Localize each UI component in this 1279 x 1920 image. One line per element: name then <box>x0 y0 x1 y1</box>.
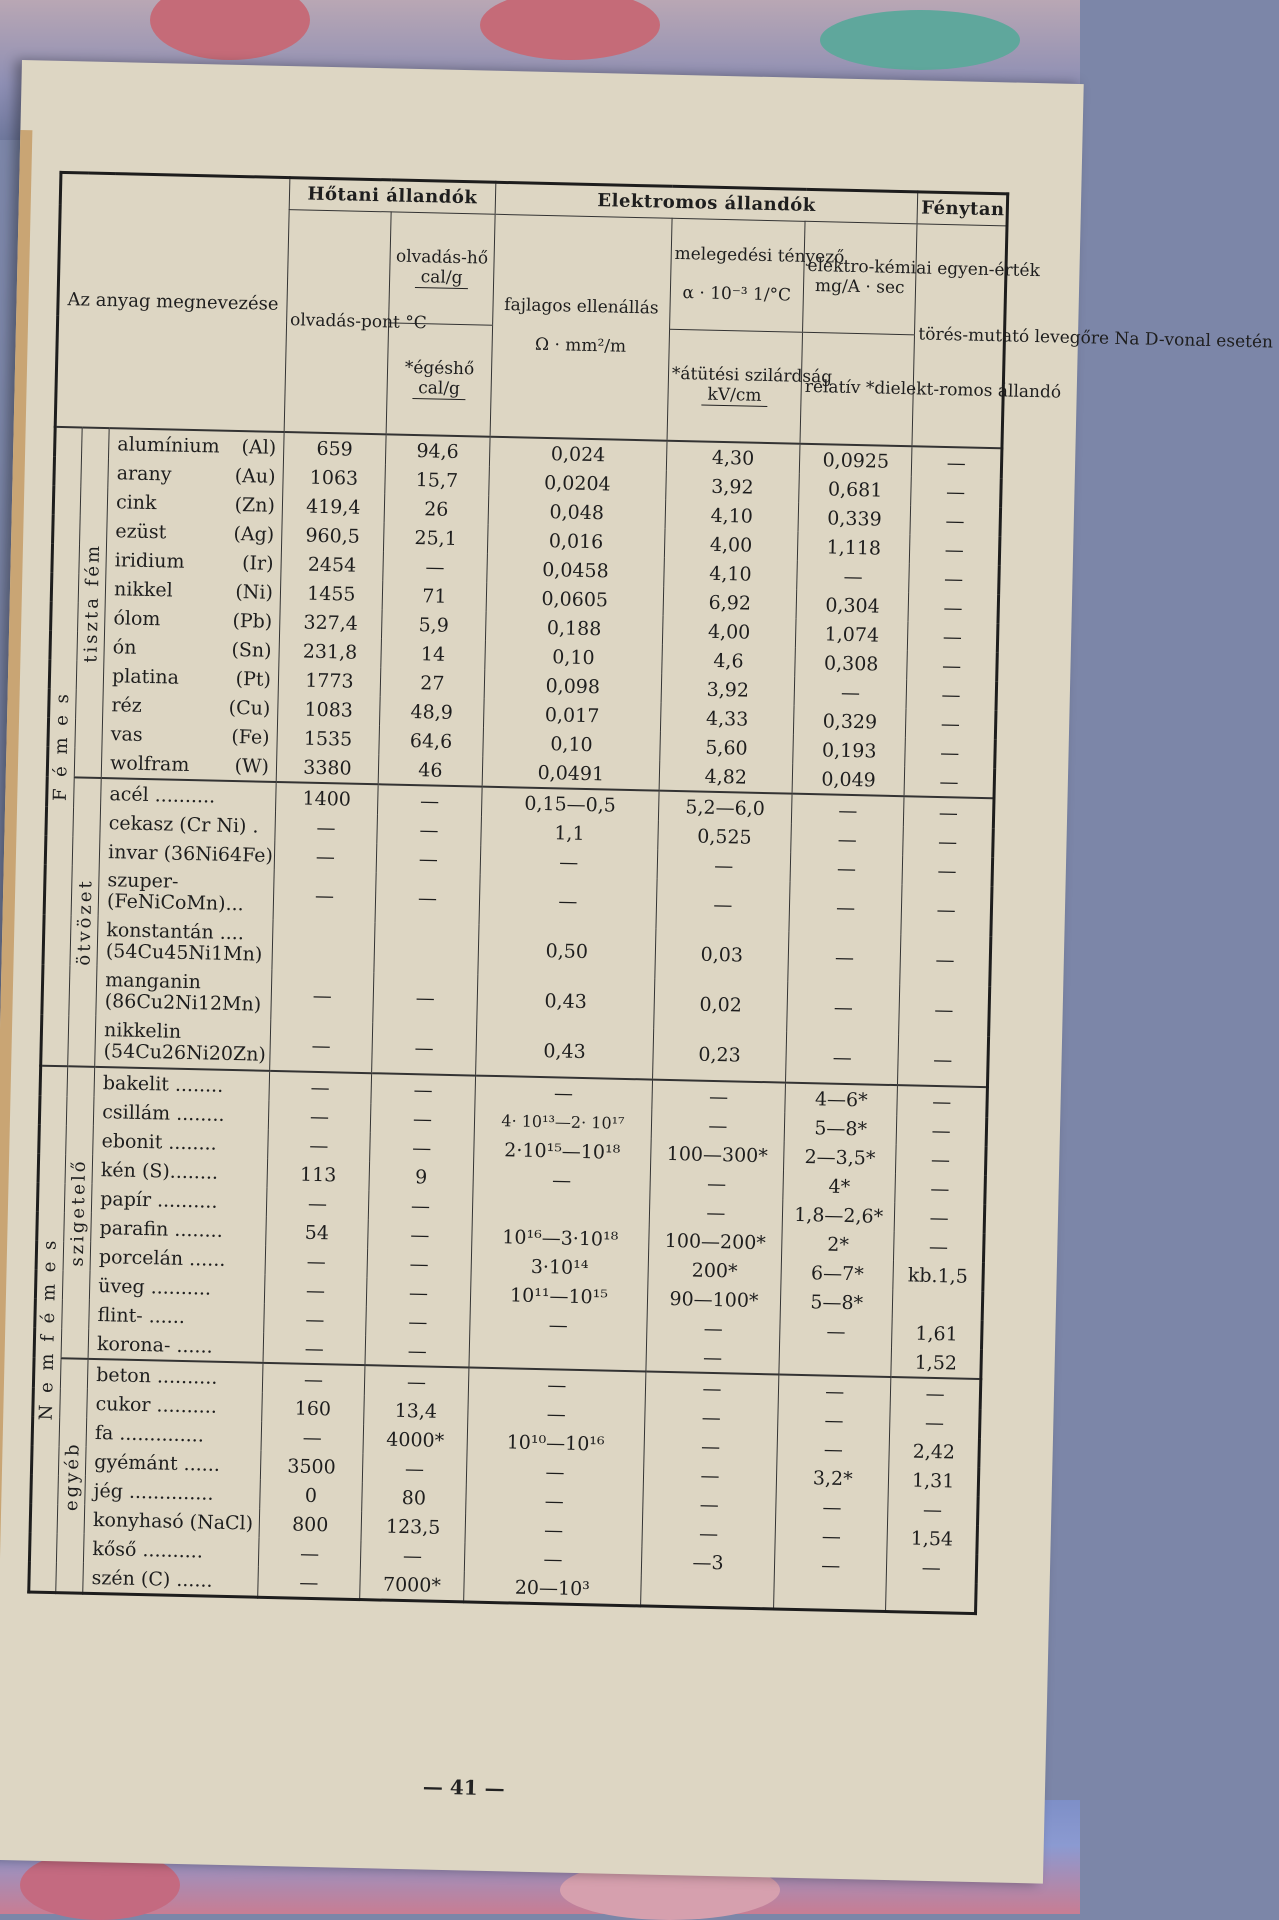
heat-cell: 48,9 <box>379 696 484 727</box>
temp-coeff-cell: 4,00 <box>662 616 796 648</box>
electrochem-cell: 0,681 <box>799 474 912 506</box>
refraction-cell: — <box>906 679 996 710</box>
heat-cell: 5,9 <box>381 609 486 640</box>
melting-point-cell: 231,8 <box>279 636 382 667</box>
electrochem-cell: — <box>787 982 900 1035</box>
header-refraction: törés-mutató levegőre Na D-vonal esetén <box>912 224 1007 448</box>
electrochem-cell: 5—8* <box>780 1287 893 1319</box>
material-name: gyémánt ...... <box>85 1447 260 1480</box>
melting-point-cell: 1083 <box>277 694 380 725</box>
melting-point-cell: 3500 <box>260 1451 363 1482</box>
electrochem-cell: — <box>794 677 907 709</box>
header-thermal-group: Hőtani állandók <box>289 178 496 215</box>
resistivity-cell: 0,10 <box>485 641 663 674</box>
material-name: korona- ...... <box>88 1329 263 1363</box>
electrochem-cell: 0,329 <box>793 706 906 738</box>
electrochem-cell: 1,074 <box>795 619 908 651</box>
material-name: acél .......... <box>101 778 276 812</box>
refraction-cell: kb.1,5 <box>893 1260 983 1291</box>
heat-cell: 15,7 <box>385 464 490 495</box>
material-name: arany (Au) <box>108 458 283 491</box>
resistivity-cell: — <box>473 1164 651 1197</box>
header-material: Az anyag megnevezése <box>55 172 290 432</box>
physical-constants-table <box>27 171 1274 1615</box>
temp-coeff-cell: — <box>649 1197 783 1229</box>
temp-coeff-cell: 4,00 <box>664 529 798 561</box>
heat-cell: — <box>377 814 482 845</box>
electrochem-cell: 2* <box>782 1229 895 1261</box>
refraction-cell: — <box>912 446 1002 478</box>
header-temp-coeff: melegedési tényező α · 10⁻³ 1/°C <box>669 218 805 332</box>
resistivity-cell: 0,0605 <box>486 583 664 616</box>
temp-coeff-cell: 5,2—6,0 <box>658 791 792 824</box>
melting-point-cell: 1535 <box>277 723 380 754</box>
material-name: nikkelin (54Cu26Ni20Zn) <box>95 1016 271 1071</box>
refraction-cell: — <box>902 855 992 886</box>
electrochem-cell: — <box>791 794 904 827</box>
temp-coeff-cell: — <box>645 1371 779 1404</box>
temp-coeff-cell: 3,92 <box>666 471 800 503</box>
electrochem-cell: 1,118 <box>797 532 910 564</box>
heat-cell: — <box>364 1365 469 1397</box>
material-name: csillám ........ <box>93 1097 268 1130</box>
melting-point-cell: — <box>262 1363 365 1395</box>
temp-coeff-cell: — <box>646 1313 780 1345</box>
heat-cell: 26 <box>384 493 489 524</box>
melting-point-cell: — <box>266 1188 369 1219</box>
material-name: alumínium (Al) <box>109 428 284 462</box>
header-electrochem: elektro-kémiai egyen-érték mg/A · sec <box>803 221 918 335</box>
electrochem-cell: — <box>791 824 904 856</box>
temp-coeff-cell: — <box>650 1168 784 1200</box>
refraction-cell: 1,54 <box>887 1523 977 1554</box>
refraction-cell: 2,42 <box>889 1436 979 1467</box>
material-name: papír .......... <box>91 1184 266 1217</box>
resistivity-cell: 0,098 <box>484 670 662 703</box>
temp-coeff-cell: — <box>652 1080 786 1113</box>
resistivity-cell: — <box>465 1513 643 1546</box>
heat-cell: 9 <box>369 1161 474 1192</box>
electrochem-cell: 4—6* <box>785 1083 898 1116</box>
refraction-cell: — <box>908 621 998 652</box>
temp-coeff-cell: —3 <box>641 1546 775 1578</box>
temp-coeff-cell: — <box>643 1459 777 1491</box>
resistivity-cell: 10¹¹—10¹⁵ <box>470 1279 648 1312</box>
electrochem-cell: 0,308 <box>795 648 908 680</box>
resistivity-cell: 1,1 <box>481 817 659 850</box>
book-page <box>0 60 1274 1884</box>
refraction-cell: 1,61 <box>892 1318 982 1349</box>
heat-cell <box>374 922 479 974</box>
material-name: wolfram (W) <box>101 748 276 782</box>
melting-point-cell: 1773 <box>278 665 381 696</box>
electrochem-cell: — <box>788 932 901 985</box>
temp-coeff-cell: 200* <box>648 1255 782 1287</box>
material-name: réz (Cu) <box>103 690 278 723</box>
group-label-insulator: szigetelő <box>61 1066 95 1359</box>
heat-cell: — <box>371 1022 476 1075</box>
refraction-cell: — <box>910 505 1000 536</box>
melting-point-cell: 1455 <box>280 578 383 609</box>
material-name: cukor .......... <box>87 1389 262 1422</box>
refraction-cell: — <box>898 1034 989 1087</box>
refraction-cell: — <box>899 984 990 1036</box>
melting-point-cell: — <box>268 1130 371 1161</box>
heat-cell: — <box>373 972 478 1024</box>
temp-coeff-cell: 3,92 <box>661 674 795 706</box>
refraction-cell: — <box>908 592 998 623</box>
refraction-cell <box>886 1581 976 1614</box>
refraction-cell <box>893 1289 983 1320</box>
resistivity-cell <box>472 1193 650 1226</box>
group-label-metals: F é m e s <box>41 427 83 1066</box>
resistivity-cell <box>469 1337 647 1371</box>
electrochem-cell: — <box>780 1316 893 1348</box>
resistivity-cell: 0,024 <box>489 437 667 471</box>
temp-coeff-cell: 100—300* <box>650 1139 784 1171</box>
temp-coeff-cell: — <box>642 1488 776 1520</box>
heat-cell: 46 <box>378 754 483 786</box>
resistivity-cell: 4· 10¹³—2· 10¹⁷ <box>474 1106 652 1139</box>
melting-point-cell: 3380 <box>276 752 379 784</box>
resistivity-cell: — <box>466 1455 644 1488</box>
material-name: jég .............. <box>85 1476 260 1509</box>
material-name: cink (Zn) <box>107 487 282 520</box>
resistivity-cell: 0,50 <box>478 925 656 979</box>
refraction-cell: — <box>909 563 999 594</box>
electrochem-cell <box>774 1578 887 1611</box>
melting-point-cell: 659 <box>283 432 386 464</box>
temp-coeff-cell: 5,60 <box>660 732 794 764</box>
temp-coeff-cell: — <box>646 1341 780 1374</box>
resistivity-cell: 3·10¹⁴ <box>471 1251 649 1284</box>
electrochem-cell: — <box>797 561 910 593</box>
resistivity-cell: 0,15—0,5 <box>481 787 659 821</box>
refraction-cell: — <box>890 1407 980 1438</box>
heat-cell: — <box>368 1190 473 1221</box>
melting-point-cell: — <box>263 1333 366 1365</box>
melting-point-cell: 960,5 <box>281 520 384 551</box>
melting-point-cell: 113 <box>267 1159 370 1190</box>
melting-point-cell: — <box>268 1101 371 1132</box>
electrochem-cell: 0,193 <box>793 735 906 767</box>
header-dielectric: relatív *dielekt-romos állandó <box>800 332 915 446</box>
group-label-other: egyéb <box>56 1358 88 1593</box>
refraction-cell: — <box>891 1377 981 1409</box>
group-label-nonmetals: N e m f é m e s <box>29 1066 68 1593</box>
resistivity-cell: 0,43 <box>477 975 655 1029</box>
header-electric-group: Elektromos állandók <box>495 182 918 224</box>
melting-point-cell: 54 <box>266 1217 369 1248</box>
melting-point-cell: 1063 <box>283 462 386 493</box>
temp-coeff-cell: — <box>644 1430 778 1462</box>
resistivity-cell: — <box>464 1542 642 1575</box>
material-name: cekasz (Cr Ni) . <box>100 808 275 841</box>
temp-coeff-cell: 4,33 <box>660 703 794 735</box>
heat-cell: 4000* <box>363 1424 468 1455</box>
melting-point-cell: 2454 <box>281 549 384 580</box>
cloth-pattern <box>150 0 310 60</box>
material-name: invar (36Ni64Fe) <box>99 837 274 870</box>
material-name: flint- ...... <box>89 1300 264 1333</box>
melting-point-cell: — <box>274 841 377 872</box>
resistivity-cell: 2·10¹⁵—10¹⁸ <box>474 1135 652 1168</box>
melting-point-cell: — <box>271 970 374 1022</box>
electrochem-cell: 0,339 <box>798 503 911 535</box>
refraction-cell: — <box>895 1173 985 1204</box>
refraction-cell: — <box>895 1202 985 1233</box>
refraction-cell: — <box>905 737 995 768</box>
heat-cell: 64,6 <box>379 725 484 756</box>
electrochem-cell: — <box>776 1491 889 1523</box>
heat-cell: 7000* <box>360 1569 465 1602</box>
melting-point-cell <box>272 920 375 972</box>
heat-cell: 13,4 <box>364 1395 469 1426</box>
refraction-cell: — <box>904 796 994 828</box>
heat-cell: — <box>370 1103 475 1134</box>
heat-cell: — <box>377 784 482 816</box>
refraction-cell: — <box>906 708 996 739</box>
melting-point-cell: — <box>269 1071 372 1103</box>
material-name: konyhasó (NaCl) <box>84 1505 259 1538</box>
header-melting-point: olvadás-pont °C <box>284 210 391 435</box>
melting-point-cell: 160 <box>262 1393 365 1424</box>
temp-coeff-cell: — <box>642 1517 776 1549</box>
refraction-cell: — <box>910 534 1000 565</box>
electrochem-cell: 4* <box>783 1171 896 1203</box>
heat-cell: 123,5 <box>361 1511 466 1542</box>
material-name: kőső .......... <box>84 1534 259 1567</box>
heat-cell: — <box>367 1248 472 1279</box>
header-heat-of-fusion: olvadás-hő cal/g <box>389 212 496 325</box>
heat-cell: — <box>369 1132 474 1163</box>
material-name: bakelit ........ <box>94 1067 269 1101</box>
melting-point-cell: 419,4 <box>282 491 385 522</box>
refraction-cell: — <box>888 1494 978 1525</box>
material-name: ón (Sn) <box>104 632 279 665</box>
material-name: üveg .......... <box>89 1271 264 1304</box>
melting-point-cell: — <box>264 1275 367 1306</box>
material-name: ólom (Pb) <box>105 603 280 636</box>
material-name: parafin ........ <box>91 1213 266 1246</box>
heat-cell: 25,1 <box>383 522 488 553</box>
electrochem-cell: — <box>778 1375 891 1408</box>
material-name: nikkel (Ni) <box>105 574 280 607</box>
refraction-cell: — <box>911 476 1001 507</box>
material-name: platina (Pt) <box>103 661 278 694</box>
melting-point-cell: — <box>275 812 378 843</box>
refraction-cell: — <box>904 766 994 798</box>
temp-coeff-cell: 0,02 <box>654 979 788 1032</box>
electrochem-cell: — <box>777 1433 890 1465</box>
cloth-pattern <box>820 10 1020 70</box>
temp-coeff-cell: 4,6 <box>662 645 796 677</box>
resistivity-cell: 0,43 <box>476 1025 654 1080</box>
resistivity-cell: — <box>479 875 657 929</box>
resistivity-cell: 0,048 <box>488 496 666 529</box>
temp-coeff-cell: 100—200* <box>648 1226 782 1258</box>
temp-coeff-cell: 6,92 <box>663 587 797 619</box>
melting-point-cell: 327,4 <box>279 607 382 638</box>
melting-point-cell: — <box>258 1567 361 1600</box>
resistivity-cell: 10¹⁰—10¹⁶ <box>467 1426 645 1459</box>
melting-point-cell: — <box>261 1422 364 1453</box>
header-optics-group: Fénytan <box>917 192 1007 226</box>
heat-cell: — <box>365 1335 470 1367</box>
refraction-cell: — <box>897 1115 987 1146</box>
resistivity-cell: 0,0491 <box>482 757 660 791</box>
electrochem-cell: 1,8—2,6* <box>782 1200 895 1232</box>
refraction-cell: 1,52 <box>891 1347 981 1379</box>
temp-coeff-cell: — <box>657 850 791 882</box>
material-name: ezüst (Ag) <box>107 516 282 549</box>
material-name: vas (Fe) <box>102 719 277 752</box>
temp-coeff-cell <box>640 1575 774 1609</box>
material-name: porcelán ...... <box>90 1242 265 1275</box>
heat-cell: 80 <box>362 1482 467 1513</box>
resistivity-cell: 0,017 <box>483 699 661 732</box>
electrochem-cell: 3,2* <box>776 1462 889 1494</box>
refraction-cell: 1,31 <box>889 1465 979 1496</box>
material-name: ebonit ........ <box>93 1126 268 1159</box>
melting-point-cell: — <box>273 870 376 922</box>
electrochem-cell: 6—7* <box>781 1258 894 1290</box>
electrochem-cell: 2—3,5* <box>784 1142 897 1174</box>
material-name: iridium (Ir) <box>106 545 281 578</box>
resistivity-cell: 0,0204 <box>489 467 667 500</box>
melting-point-cell: — <box>265 1246 368 1277</box>
electrochem-cell: — <box>789 882 902 935</box>
material-name: szén (C) ...... <box>83 1563 258 1597</box>
temp-coeff-cell: — <box>656 879 790 932</box>
resistivity-cell: 10¹⁶—3·10¹⁸ <box>472 1222 650 1255</box>
melting-point-cell: — <box>270 1020 373 1073</box>
heat-cell: — <box>376 843 481 874</box>
temp-coeff-cell: — <box>644 1401 778 1433</box>
page-number: — 41 — <box>422 1774 505 1801</box>
heat-cell: — <box>368 1219 473 1250</box>
temp-coeff-cell: 0,23 <box>652 1029 786 1083</box>
heat-cell: — <box>362 1453 467 1484</box>
heat-cell: — <box>366 1277 471 1308</box>
resistivity-cell: 0,0458 <box>487 554 665 587</box>
temp-coeff-cell: 90—100* <box>647 1284 781 1316</box>
header-resistivity: fajlagos ellenállás Ω · mm²/m <box>490 214 672 440</box>
temp-coeff-cell: — <box>651 1110 785 1142</box>
resistivity-cell: 20—10³ <box>464 1571 642 1606</box>
resistivity-cell: — <box>480 846 658 879</box>
melting-point-cell: 800 <box>259 1509 362 1540</box>
temp-coeff-cell: 0,03 <box>655 929 789 982</box>
melting-point-cell: 1400 <box>275 782 378 814</box>
group-label-pure: tiszta fém <box>74 427 109 778</box>
electrochem-cell: — <box>774 1549 887 1581</box>
resistivity-cell: 0,10 <box>483 728 661 761</box>
resistivity-cell: — <box>470 1308 648 1341</box>
heat-cell: — <box>383 551 488 582</box>
header-breakdown: *átütési szilárdság kV/cm <box>667 329 803 443</box>
heat-cell: — <box>375 872 480 924</box>
refraction-cell: — <box>903 826 993 857</box>
heat-cell: 71 <box>382 580 487 611</box>
temp-coeff-cell: 4,30 <box>666 441 800 474</box>
refraction-cell: — <box>900 934 991 986</box>
refraction-cell: — <box>897 1085 987 1117</box>
resistivity-cell: 0,188 <box>485 612 663 645</box>
electrochem-cell: — <box>778 1405 891 1437</box>
group-label-alloy: ötvözet <box>68 777 102 1067</box>
refraction-cell: — <box>887 1552 977 1583</box>
heat-cell: — <box>371 1073 476 1105</box>
melting-point-cell: — <box>264 1304 367 1335</box>
material-name: konstantán .... (54Cu45Ni1Mn) <box>97 916 273 970</box>
electrochem-cell: 0,0925 <box>799 444 912 477</box>
heat-cell: 27 <box>380 667 485 698</box>
temp-coeff-cell: 4,82 <box>659 761 793 794</box>
electrochem-cell: 0,304 <box>796 590 909 622</box>
cloth-pattern <box>480 0 660 60</box>
electrochem-cell: — <box>786 1032 900 1086</box>
temp-coeff-cell: 4,10 <box>664 558 798 590</box>
resistivity-cell: — <box>475 1076 653 1110</box>
melting-point-cell: 0 <box>260 1480 363 1511</box>
resistivity-cell: 0,016 <box>487 525 665 558</box>
refraction-cell: — <box>907 650 997 681</box>
refraction-cell: — <box>896 1144 986 1175</box>
electrochem-cell: — <box>775 1520 888 1552</box>
header-heat-of-combustion: *égéshő cal/g <box>386 323 493 437</box>
heat-cell: — <box>360 1540 465 1571</box>
resistivity-cell: — <box>466 1484 644 1517</box>
temp-coeff-cell: 4,10 <box>665 500 799 532</box>
heat-cell: 94,6 <box>385 434 490 466</box>
melting-point-cell: — <box>258 1538 361 1569</box>
refraction-cell: — <box>894 1231 984 1262</box>
material-name: beton .......... <box>87 1359 262 1393</box>
electrochem-cell: 5—8* <box>784 1113 897 1145</box>
material-name: kén (S)........ <box>92 1155 267 1188</box>
resistivity-cell: — <box>468 1367 646 1401</box>
electrochem-cell <box>779 1345 892 1378</box>
refraction-cell: — <box>901 884 992 936</box>
heat-cell: — <box>366 1306 471 1337</box>
material-name: manganin (86Cu2Ni12Mn) <box>96 966 272 1020</box>
material-name: fa .............. <box>86 1418 261 1451</box>
electrochem-cell: — <box>790 853 903 885</box>
heat-cell: 14 <box>381 638 486 669</box>
resistivity-cell: — <box>468 1397 646 1430</box>
temp-coeff-cell: 0,525 <box>658 821 792 853</box>
electrochem-cell: 0,049 <box>792 764 905 797</box>
material-name: szuper- (FeNiCoMn)... <box>98 866 274 920</box>
